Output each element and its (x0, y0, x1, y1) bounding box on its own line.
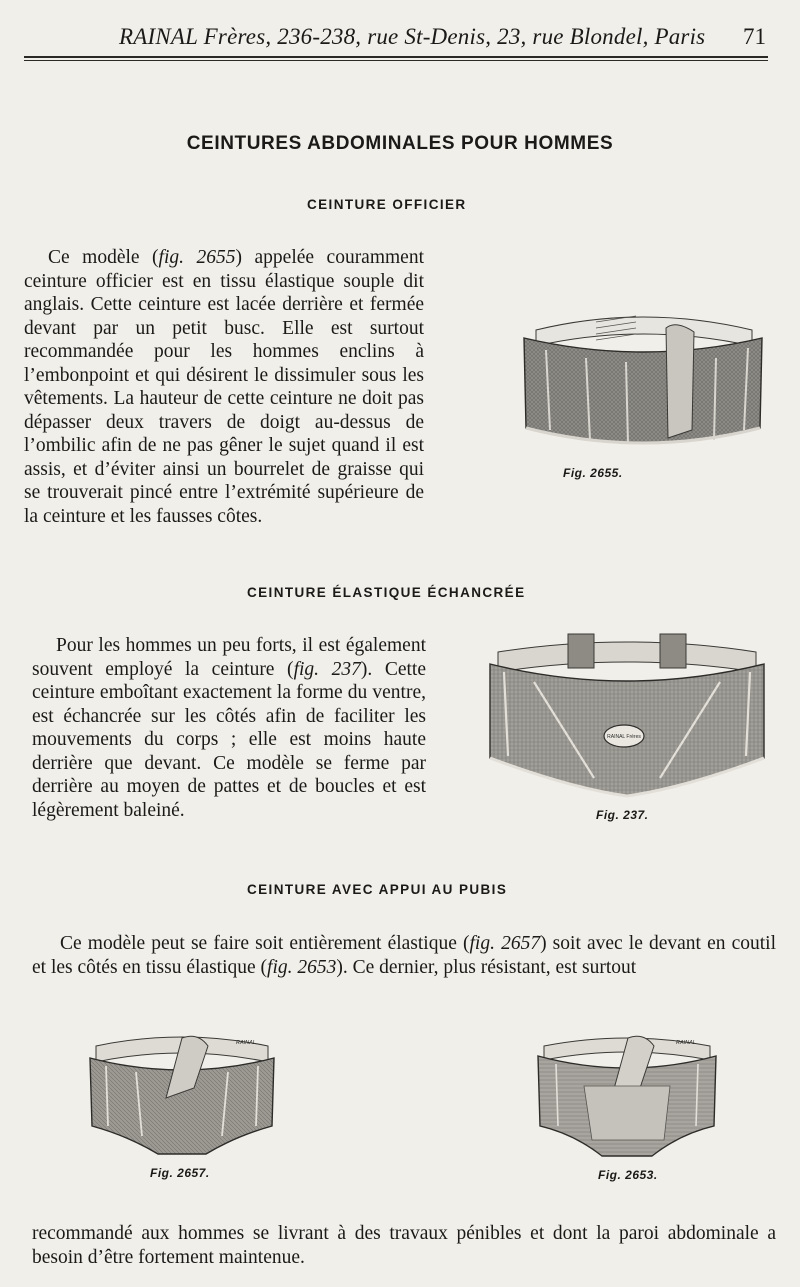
header-rule-thick (24, 56, 768, 58)
paragraph-text: Ce modèle ( (48, 247, 159, 268)
section-heading-ceinture-echancree: CEINTURE ÉLASTIQUE ÉCHANCRÉE (247, 585, 526, 600)
badge-label: RAINAL Frères (607, 734, 641, 740)
page-header (24, 20, 774, 56)
figure-caption-2657: Fig. 2657. (150, 1166, 210, 1180)
paragraph-text: ) appelée couramment ceinture officier est en tissu élastique souple dit anglais. Cette ceinture est lacée derrière et fermée devant par un petit busc. Elle est surtout recommandée pour les hommes enclins à l’embonpoint et qui désirent le dissimuler sous les vêtements. La hauteur de cette ceinture ne doit pas dépasser deux travers de doigt au-dessus de l’ombilic afin de ne pas gêner le sujet quand il est assis, et d’éviter ainsi un bourrelet de graisse qui se trouverait pincé entre l’extrémité supérieure de la ceinture et les fausses côtes. (24, 247, 424, 527)
paragraph-text: ). Cette ceinture emboîtant exactement la forme du ventre, est échancrée sur les côtés afin de faciliter les mouvements du corps ; elle est moins haute derrière que devant. Ce modèle se ferme par derrière au moyen de pattes et de boucles et est légèrement baleiné. (32, 658, 426, 821)
paragraph-text: ). Ce dernier, plus résistant, est surtout (336, 956, 637, 978)
paragraph-text: ) soit avec le devant en coutil et les côtés en tissu élastique ( (32, 933, 776, 978)
figure-reference: fig. 2655 (158, 247, 236, 268)
belt-label: RAINAL (236, 1040, 256, 1046)
paragraph-ceinture-echancree (32, 634, 426, 822)
figure-2657-belt-illustration (86, 1028, 278, 1160)
paragraph-text: Ce modèle peut se faire soit entièrement élastique ( (60, 933, 470, 954)
paragraph-continuation: recommandé aux hommes se livrant à des travaux pénibles et dont la paroi abdominale a besoin d’être fortement maintenue. (32, 1223, 776, 1268)
paragraph-ceinture-officier (24, 246, 424, 528)
running-title: RAINAL Frères, 236-238, rue St-Denis, 23, rue Blondel, Paris (119, 24, 706, 49)
figure-reference: fig. 237 (293, 658, 361, 680)
paragraph-appui-pubis (32, 932, 776, 979)
page-title: CEINTURES ABDOMINALES POUR HOMMES (186, 133, 614, 154)
figure-237-belt-illustration (484, 628, 770, 800)
section-heading-ceinture-officier: CEINTURE OFFICIER (307, 197, 467, 212)
figure-2653-belt-illustration (534, 1030, 720, 1162)
page-number: 71 (743, 24, 766, 49)
figure-reference: fig. 2653 (267, 956, 337, 978)
section-heading-appui-pubis: CEINTURE AVEC APPUI AU PUBIS (247, 882, 508, 897)
paragraph-text: Pour les hommes un peu forts, il est également souvent employé la ceinture ( (32, 635, 426, 680)
figure-caption-2653: Fig. 2653. (598, 1168, 658, 1182)
figure-caption-2655: Fig. 2655. (563, 466, 623, 480)
figure-2655-belt-illustration (516, 308, 770, 458)
figure-caption-237: Fig. 237. (596, 808, 649, 822)
header-rule-thin (24, 60, 768, 61)
figure-reference: fig. 2657 (469, 933, 541, 954)
belt-label: RAINAL (676, 1040, 696, 1046)
